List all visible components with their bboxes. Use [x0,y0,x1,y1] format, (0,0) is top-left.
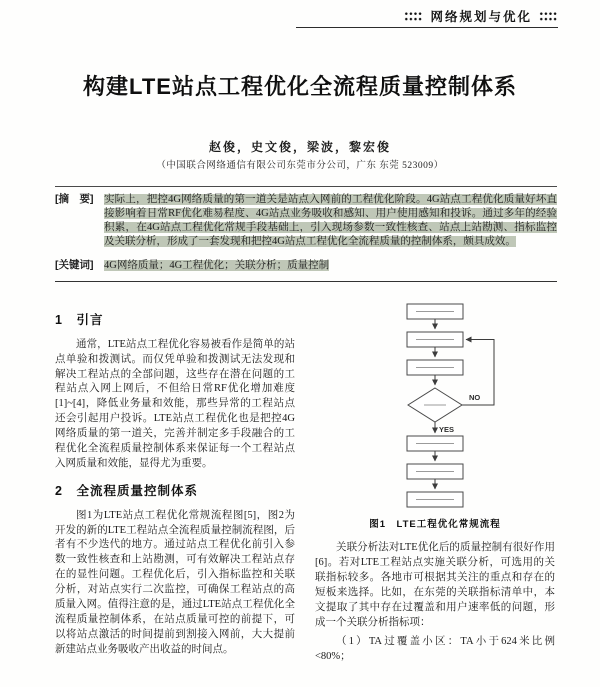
article-title: 构建LTE站点工程优化全流程质量控制体系 [83,74,517,99]
list-item-1: （1）TA过覆盖小区：TA小于624米比例<80%； [315,635,555,662]
abstract-text: 实际上，把控4G网络质量的第一道关是站点入网前的工程优化阶段。4G站点工程优化质量好坏直接影响着日常RF优化难易程度、4G站点业务吸收和感知、用户使用感知和投诉。通过多年的经验积累，在4G站点工程优化常规手段基础上，引入现场参数一致性核查、站点上站勘测、指标监控及关联分析，形成了一套发现和把控4G站点工程优化全流程质量的控制体系，颇具成效。 [104,194,557,247]
flowchart-figure [335,302,535,510]
flow-yes-label: YES [439,425,455,434]
right-paragraph: 关联分析法对LTE优化后的质量控制有很好作用[6]。若对LTE工程站点实施关联分析，可选用的关联指标较多。各地市可根据其关注的重点和存在的短板来选择。比如，在东莞的关联指标清单中，本文提取了其中存在过覆盖和用户速率低的问题，形成一个关联分析指标项： [315,542,555,629]
abstract-block [55,193,557,249]
keywords-text-wrap [104,259,557,273]
flow-no-label: NO [469,393,481,402]
keywords-block [55,259,557,273]
abstract-label: [摘 要] [55,193,94,205]
authors-line: 赵俊，史文俊，梁波，黎宏俊 [208,140,391,154]
affiliation-line: （中国联合网络通信有限公司东莞市分公司，广东 东莞 523009） [156,161,444,171]
figure-1 [315,302,555,531]
header-rule [296,27,558,28]
dot-grid-icon [404,11,423,22]
right-column [315,300,555,669]
keywords-text: 4G网络质量；4G工程优化；关联分析；质量控制 [104,260,330,271]
keywords-label: [关键词] [55,259,94,271]
section-1-heading: 1 引言 [55,313,104,327]
dot-grid-icon [539,11,558,22]
journal-section-title: 网络规划与优化 [430,10,532,24]
figure-1-caption: 图1 LTE工程优化常规流程 [369,519,501,530]
left-column [55,300,295,662]
section-2-paragraph: 图1为LTE站点工程优化常规流程图[5]，图2为开发的新的LTE工程站点全流程质量控制流程图，后者有不少迭代的地方。通过站点工程优化前引入参数一致性核查和上站勘测，可有效解决工程站点存在的显性问题。工程优化后，引入指标监控和关联分析，对站点实行二次监控，可确保工程站点的高质量入网。值得注意的是，通过LTE站点工程优化全流程质量控制体系，在站点质量可控的前提下，可以将站点激活的时间提前到割接入网前，大大提前新建站点业务吸收产出收益的时间点。 [55,509,295,655]
abstract-text-wrap [104,193,557,249]
journal-header [404,7,558,25]
abstract-top-rule [55,186,557,187]
section-2-heading: 2 全流程质量控制体系 [55,483,198,498]
section-1-paragraph: 通常，LTE站点工程优化容易被看作是简单的站点单验和拨测试。而仅凭单验和拨测试无法发现和解决工程站点的全部问题，这些存在潜在问题的工程站点入网上网后，不但给日常RF优化增加难度[1]~[4]，降低业务量和效能，那些异常的工程站点还会引起用户投诉。LTE站点工程优化也是把控4G网络质量的第一道关，完善并制定多手段融合的工程优化全流程质量控制体系来保证每一个工程站点入网质量和效能，显得尤为重要。 [55,338,295,469]
keywords-bottom-rule [55,281,557,282]
